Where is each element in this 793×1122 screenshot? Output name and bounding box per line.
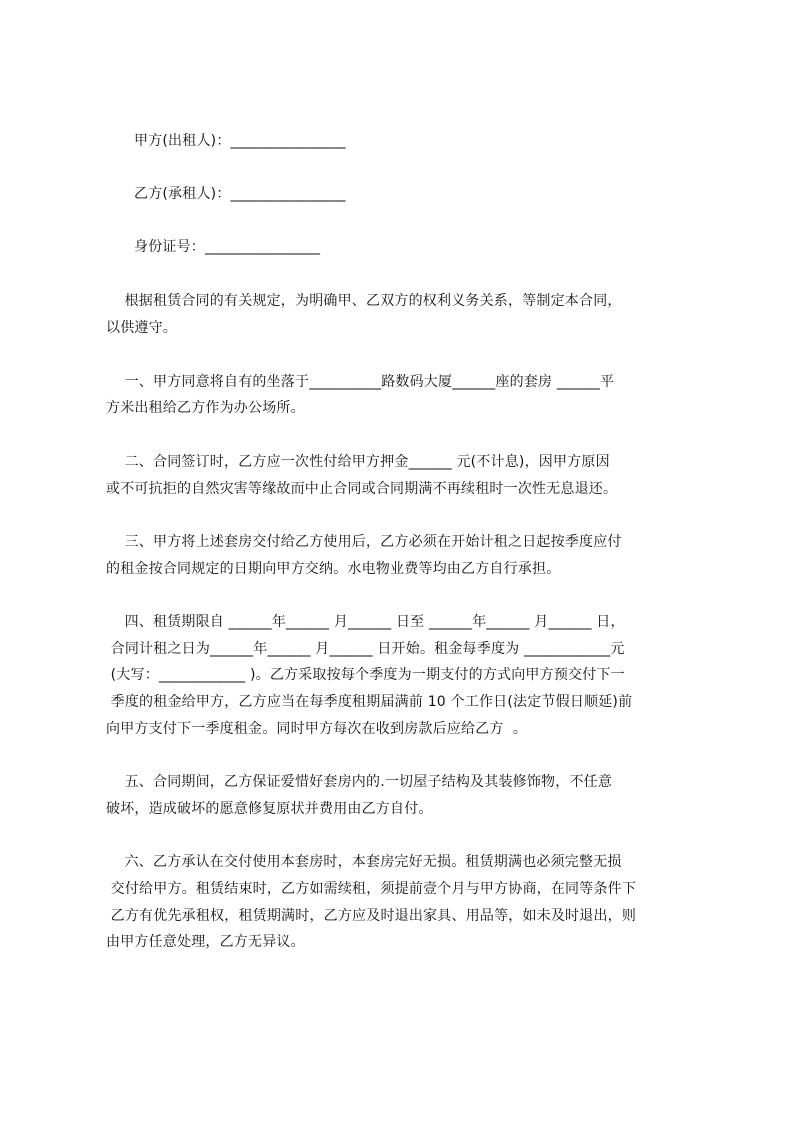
clause-5-line-1: 五、合同期间，乙方保证爱惜好套房内的.一切屋子结构及其装修饰物，不任意: [106, 774, 613, 790]
clause-4-line-5: 向甲方支付下一季度租金。同时甲方每次在收到房款后应给乙方 。: [106, 721, 528, 737]
clause-4-line-4: 季度的租金给甲方，乙方应当在每季度租期届满前 10 个工作日(法定节假日顺延)前: [106, 694, 633, 710]
party-a-line: 甲方(出租人)：________________: [134, 133, 346, 149]
clause-6-line-2: 交付给甲方。租赁结束时，乙方如需续租，须提前壹个月与甲方协商，在同等条件下: [106, 881, 637, 897]
clause-2-line-2: 或不可抗拒的自然灾害等缘故而中止合同或合同期满不再续租时一次性无息退还。: [106, 481, 618, 497]
clause-4-line-1: 四、租赁期限自 ______年______ 月______ 日至 ______年______ 月______ 日，: [106, 614, 625, 630]
party-b-line: 乙方(承租人)：________________: [134, 186, 346, 202]
clause-5-line-2: 破坏，造成破坏的愿意修复原状并费用由乙方自付。: [106, 801, 433, 817]
clause-4-line-3: (大写：____________ )。乙方采取按每个季度为一期支付的方式向甲方预交付下一: [106, 667, 625, 683]
intro-line-1: 根据租赁合同的有关规定，为明确甲、乙双方的权利义务关系，等制定本合同，: [106, 293, 622, 309]
clause-6-line-1: 六、乙方承认在交付使用本套房时，本套房完好无损。租赁期满也必须完整无损: [106, 854, 622, 870]
clause-1-line-2: 方米出租给乙方作为办公场所。: [106, 400, 305, 416]
id-number-line: 身份证号：________________: [134, 239, 321, 255]
clause-2-line-1: 二、合同签订时，乙方应一次性付给甲方押金______ 元(不计息)，因甲方原因: [106, 454, 610, 470]
clause-6-line-3: 乙方有优先承租权，租赁期满时，乙方应及时退出家具、用品等，如未及时退出，则: [106, 908, 637, 924]
intro-line-2: 以供遵守。: [106, 320, 177, 336]
clause-3-line-1: 三、甲方将上述套房交付给乙方使用后，乙方必须在开始计租之日起按季度应付: [106, 534, 622, 550]
clause-1-line-1: 一、甲方同意将自有的坐落于__________路数码大厦______座的套房 ______平: [106, 374, 615, 390]
clause-3-line-2: 的租金按合同规定的日期向甲方交纳。水电物业费等均由乙方自行承担。: [106, 561, 561, 577]
clause-6-line-4: 由甲方任意处理，乙方无异议。: [106, 934, 305, 950]
clause-4-line-2: 合同计租之日为______年______ 月______ 日开始。租金每季度为 ____________元: [106, 641, 625, 657]
